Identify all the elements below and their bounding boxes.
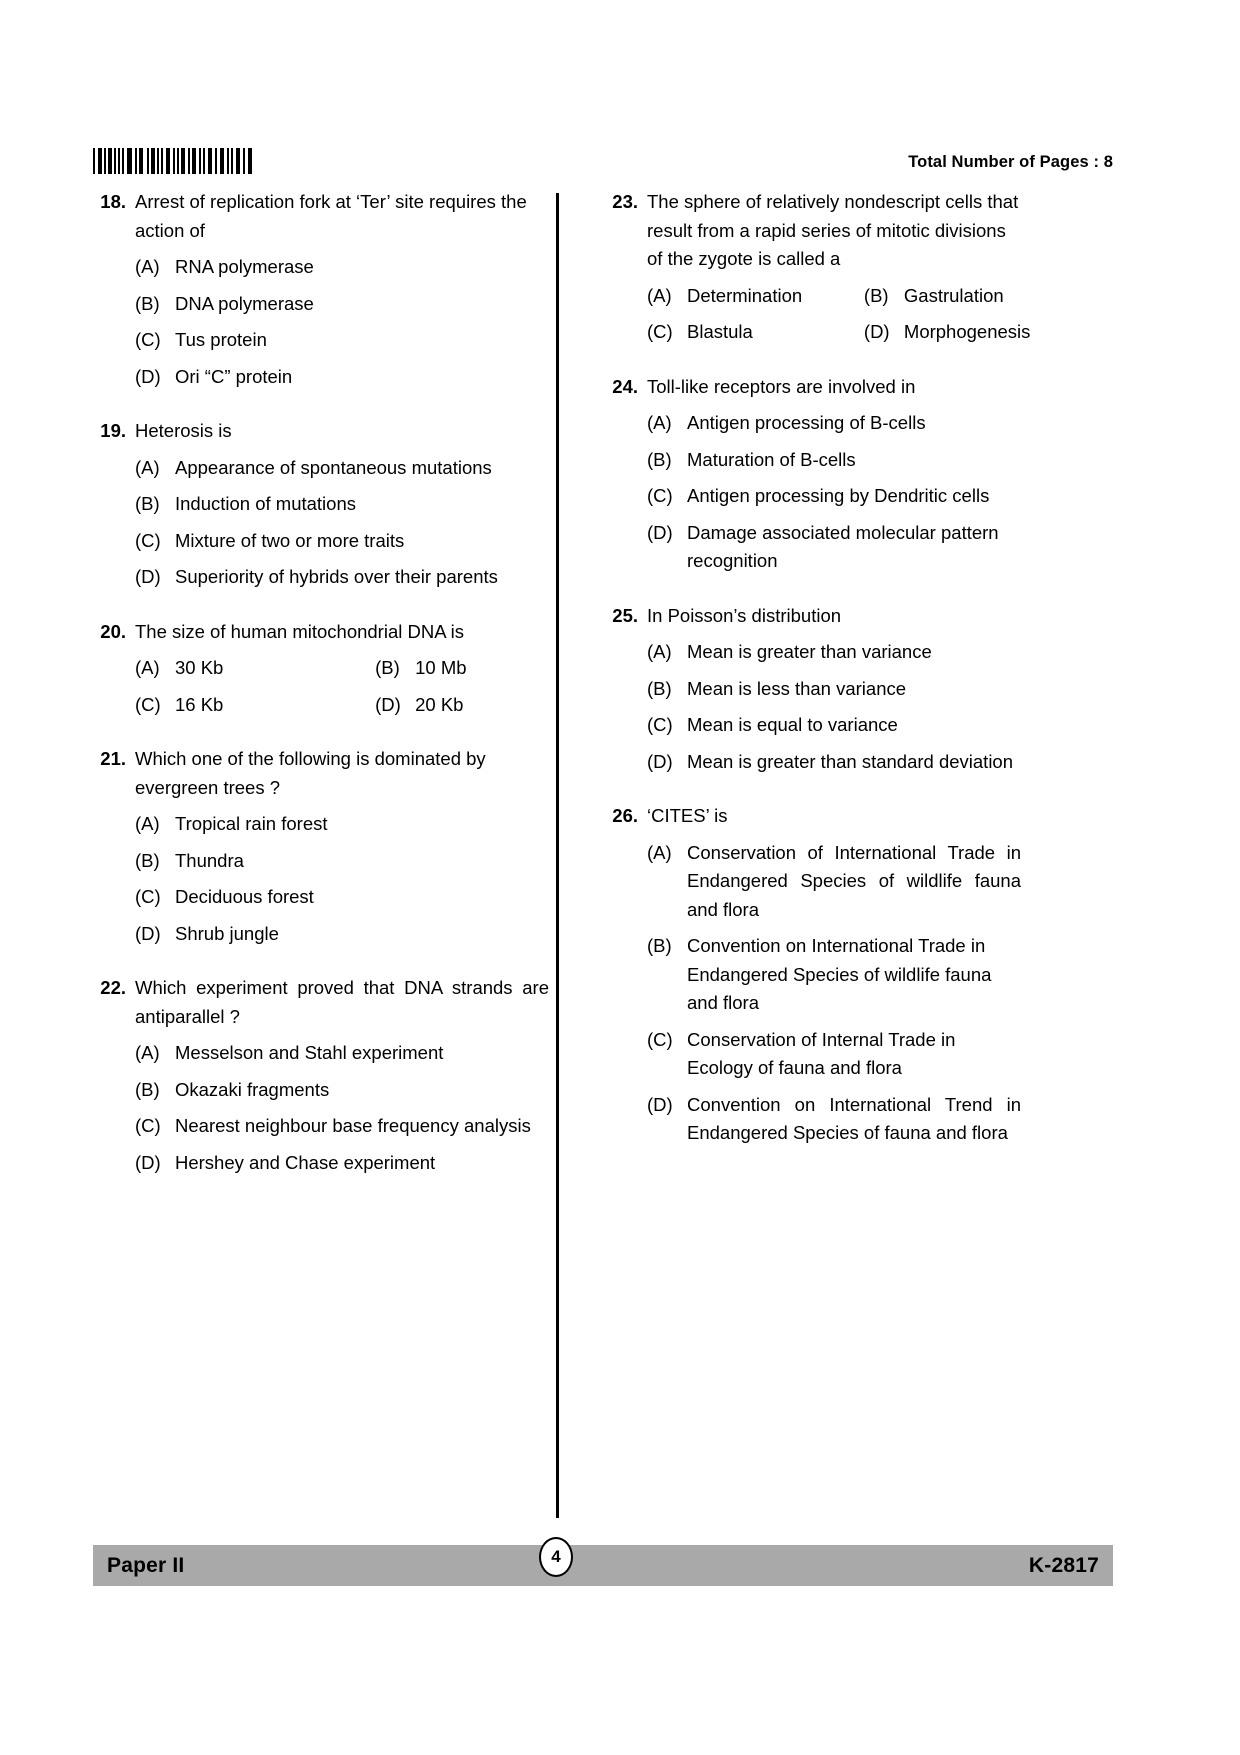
question-body xyxy=(135,974,549,1185)
option-c[interactable] xyxy=(647,1026,1021,1083)
option-d[interactable] xyxy=(647,519,1021,576)
option-label: (D) xyxy=(135,922,161,944)
option-label: (C) xyxy=(135,886,161,907)
left-column xyxy=(93,188,557,1203)
question-text: The sphere of relatively nondescript cells that result from a rapid series of mitotic divisions of the zygote is called a xyxy=(647,191,1019,269)
option-text: Morphogenesis xyxy=(903,321,1031,342)
option-text: Gastrulation xyxy=(903,284,1004,306)
option-label: (A) xyxy=(135,657,160,678)
question-body xyxy=(135,188,549,399)
option-label: (A) xyxy=(647,641,672,662)
option-text: Induction of mutations xyxy=(175,493,356,514)
option-c[interactable] xyxy=(135,527,549,556)
option-label: (D) xyxy=(135,566,161,587)
option-c[interactable] xyxy=(647,318,864,347)
question-number: 23. xyxy=(612,191,638,212)
option-b[interactable] xyxy=(135,490,549,519)
option-text: 30 Kb xyxy=(175,657,224,678)
option-text: Blastula xyxy=(687,321,753,342)
option-label: (B) xyxy=(135,292,160,314)
question-text: Which experiment proved that DNA strands are antiparallel ? xyxy=(135,977,549,1027)
question-number: 25. xyxy=(612,604,638,626)
question-text: Arrest of replication fork at ‘Ter’ site requires the action of xyxy=(135,191,527,241)
option-label: (B) xyxy=(135,493,160,514)
option-a[interactable] xyxy=(135,810,549,839)
option-text: Mean is equal to variance xyxy=(687,714,898,735)
option-a[interactable] xyxy=(647,409,1021,438)
question-text: Which one of the following is dominated by evergreen trees ? xyxy=(135,748,486,798)
question-block xyxy=(93,188,549,399)
option-text: 16 Kb xyxy=(175,693,224,715)
option-label: (A) xyxy=(135,256,160,277)
option-a[interactable] xyxy=(135,454,549,483)
option-list xyxy=(135,654,549,719)
option-text: Mean is less than variance xyxy=(687,677,907,699)
question-number: 19. xyxy=(100,420,126,441)
option-c[interactable] xyxy=(135,326,549,355)
option-row xyxy=(135,691,549,720)
option-row xyxy=(647,282,1021,311)
option-c[interactable] xyxy=(135,691,375,720)
question-body xyxy=(647,802,1021,1156)
option-label: (C) xyxy=(135,693,161,715)
total-pages-label: Total Number of Pages : 8 xyxy=(908,153,1113,171)
option-label: (A) xyxy=(647,412,672,433)
option-text: Antigen processing by Dendritic cells xyxy=(687,485,990,506)
option-list xyxy=(647,839,1021,1148)
option-label: (B) xyxy=(863,284,889,306)
question-text: In Poisson’s distribution xyxy=(647,604,842,626)
option-label: (C) xyxy=(135,1115,161,1136)
page-number-badge: 4 xyxy=(539,1537,573,1577)
option-row xyxy=(135,654,549,683)
option-list xyxy=(135,810,549,948)
option-text: Conservation of International Trade in Endangered Species of wildlife fauna and flora xyxy=(687,841,1021,920)
option-d[interactable] xyxy=(135,363,549,392)
option-text: Damage associated molecular pattern recognition xyxy=(687,521,999,571)
option-label: (B) xyxy=(647,448,672,470)
question-number: 24. xyxy=(612,375,638,397)
question-number: 26. xyxy=(612,805,638,826)
question-body xyxy=(135,745,549,956)
option-b[interactable] xyxy=(647,446,1021,475)
option-label: (A) xyxy=(647,284,672,306)
option-label: (D) xyxy=(647,521,673,543)
option-text: Okazaki fragments xyxy=(175,1078,330,1100)
option-list xyxy=(135,1039,549,1177)
option-b[interactable] xyxy=(647,932,1021,1018)
option-label: (D) xyxy=(135,1151,161,1173)
page-header xyxy=(93,148,1113,182)
option-label: (B) xyxy=(647,677,672,699)
option-label: (A) xyxy=(647,841,672,863)
option-text: Ori “C” protein xyxy=(175,365,293,387)
question-block xyxy=(93,745,549,956)
question-body xyxy=(647,373,1021,584)
option-d[interactable] xyxy=(135,1149,549,1178)
option-text: Superiority of hybrids over their parents xyxy=(175,566,498,587)
question-block xyxy=(605,373,1021,584)
question-text: Toll-like receptors are involved in xyxy=(647,375,916,397)
question-number: 18. xyxy=(100,191,126,212)
question-block xyxy=(93,974,549,1185)
question-body xyxy=(647,602,1021,785)
option-text: Conservation of Internal Trade in Ecology of fauna and flora xyxy=(687,1028,956,1078)
paper-label: Paper II xyxy=(107,1553,185,1577)
option-list xyxy=(135,454,549,592)
option-text: Mean is greater than standard deviation xyxy=(687,750,1014,772)
option-b[interactable] xyxy=(135,1076,549,1105)
option-label: (C) xyxy=(135,529,161,551)
option-text: Deciduous forest xyxy=(175,886,314,907)
option-d[interactable] xyxy=(864,318,1031,347)
question-body xyxy=(647,188,1031,355)
option-label: (D) xyxy=(375,693,401,715)
option-list xyxy=(647,282,1031,347)
question-number: 21. xyxy=(100,748,126,769)
question-block xyxy=(93,618,549,728)
question-text: ‘CITES’ is xyxy=(647,805,728,826)
option-b[interactable] xyxy=(135,290,549,319)
option-list xyxy=(135,253,549,391)
question-body xyxy=(135,618,549,728)
option-label: (C) xyxy=(647,714,673,735)
option-a[interactable] xyxy=(647,839,1021,925)
option-d[interactable] xyxy=(647,748,1021,777)
option-text: Tropical rain forest xyxy=(175,813,328,834)
option-a[interactable] xyxy=(647,282,864,311)
option-text: Determination xyxy=(687,284,803,306)
question-number: 22. xyxy=(100,977,126,998)
option-text: DNA polymerase xyxy=(175,292,314,314)
option-row xyxy=(647,318,1031,347)
option-text: Hershey and Chase experiment xyxy=(175,1151,436,1173)
option-label: (C) xyxy=(647,321,673,342)
option-b[interactable] xyxy=(864,282,1021,311)
option-text: Convention on International Trade in Endangered Species of wildlife fauna and flora xyxy=(687,935,992,1013)
option-label: (D) xyxy=(647,1093,673,1115)
option-d[interactable] xyxy=(135,920,549,949)
right-column xyxy=(557,188,1031,1203)
option-c[interactable] xyxy=(135,1112,549,1141)
option-c[interactable] xyxy=(647,711,1021,740)
question-block xyxy=(605,802,1021,1156)
paper-code-label: K-2817 xyxy=(1028,1553,1099,1577)
option-label: (B) xyxy=(135,1078,160,1100)
option-label: (B) xyxy=(135,849,160,871)
option-label: (D) xyxy=(135,365,161,387)
option-list xyxy=(647,409,1021,576)
option-b[interactable] xyxy=(135,847,549,876)
question-block xyxy=(605,188,1031,355)
option-d[interactable] xyxy=(375,691,549,720)
option-c[interactable] xyxy=(135,883,549,912)
question-columns xyxy=(93,188,1113,1203)
option-label: (D) xyxy=(647,750,673,772)
question-number: 20. xyxy=(100,620,126,642)
option-label: (C) xyxy=(135,329,161,350)
option-c[interactable] xyxy=(647,482,1021,511)
option-text: Tus protein xyxy=(175,329,267,350)
option-text: Mixture of two or more traits xyxy=(175,529,405,551)
option-b[interactable] xyxy=(647,675,1021,704)
page-footer xyxy=(93,1545,1113,1586)
option-label: (A) xyxy=(135,456,160,478)
option-a[interactable] xyxy=(647,638,1021,667)
option-text: 20 Kb xyxy=(415,693,464,715)
option-a[interactable] xyxy=(135,253,549,282)
option-d[interactable] xyxy=(647,1091,1021,1148)
option-label: (A) xyxy=(135,1042,160,1063)
option-label: (A) xyxy=(135,813,160,834)
question-body xyxy=(135,417,549,600)
option-label: (C) xyxy=(647,485,673,506)
option-text: Shrub jungle xyxy=(175,922,279,944)
question-block xyxy=(605,602,1021,785)
option-label: (B) xyxy=(375,657,400,678)
option-d[interactable] xyxy=(135,563,549,592)
option-text: Mean is greater than variance xyxy=(687,641,932,662)
option-text: Thundra xyxy=(175,849,244,871)
question-text: The size of human mitochondrial DNA is xyxy=(135,620,465,642)
option-text: Messelson and Stahl experiment xyxy=(175,1042,444,1063)
option-text: 10 Mb xyxy=(415,657,467,678)
option-a[interactable] xyxy=(135,654,375,683)
option-label: (B) xyxy=(647,935,672,956)
option-text: Maturation of B-cells xyxy=(687,448,856,470)
option-text: Nearest neighbour base frequency analysis xyxy=(175,1115,531,1136)
option-list xyxy=(647,638,1021,776)
question-block xyxy=(93,417,549,600)
option-label: (C) xyxy=(647,1028,673,1050)
option-text: Antigen processing of B-cells xyxy=(687,412,926,433)
option-text: Convention on International Trend in Endangered Species of fauna and flora xyxy=(687,1093,1021,1143)
option-text: RNA polymerase xyxy=(175,256,314,277)
question-text: Heterosis is xyxy=(135,420,232,441)
barcode-icon xyxy=(93,148,255,174)
option-b[interactable] xyxy=(375,654,549,683)
option-text: Appearance of spontaneous mutations xyxy=(175,456,492,478)
option-a[interactable] xyxy=(135,1039,549,1068)
option-label: (D) xyxy=(863,321,890,342)
